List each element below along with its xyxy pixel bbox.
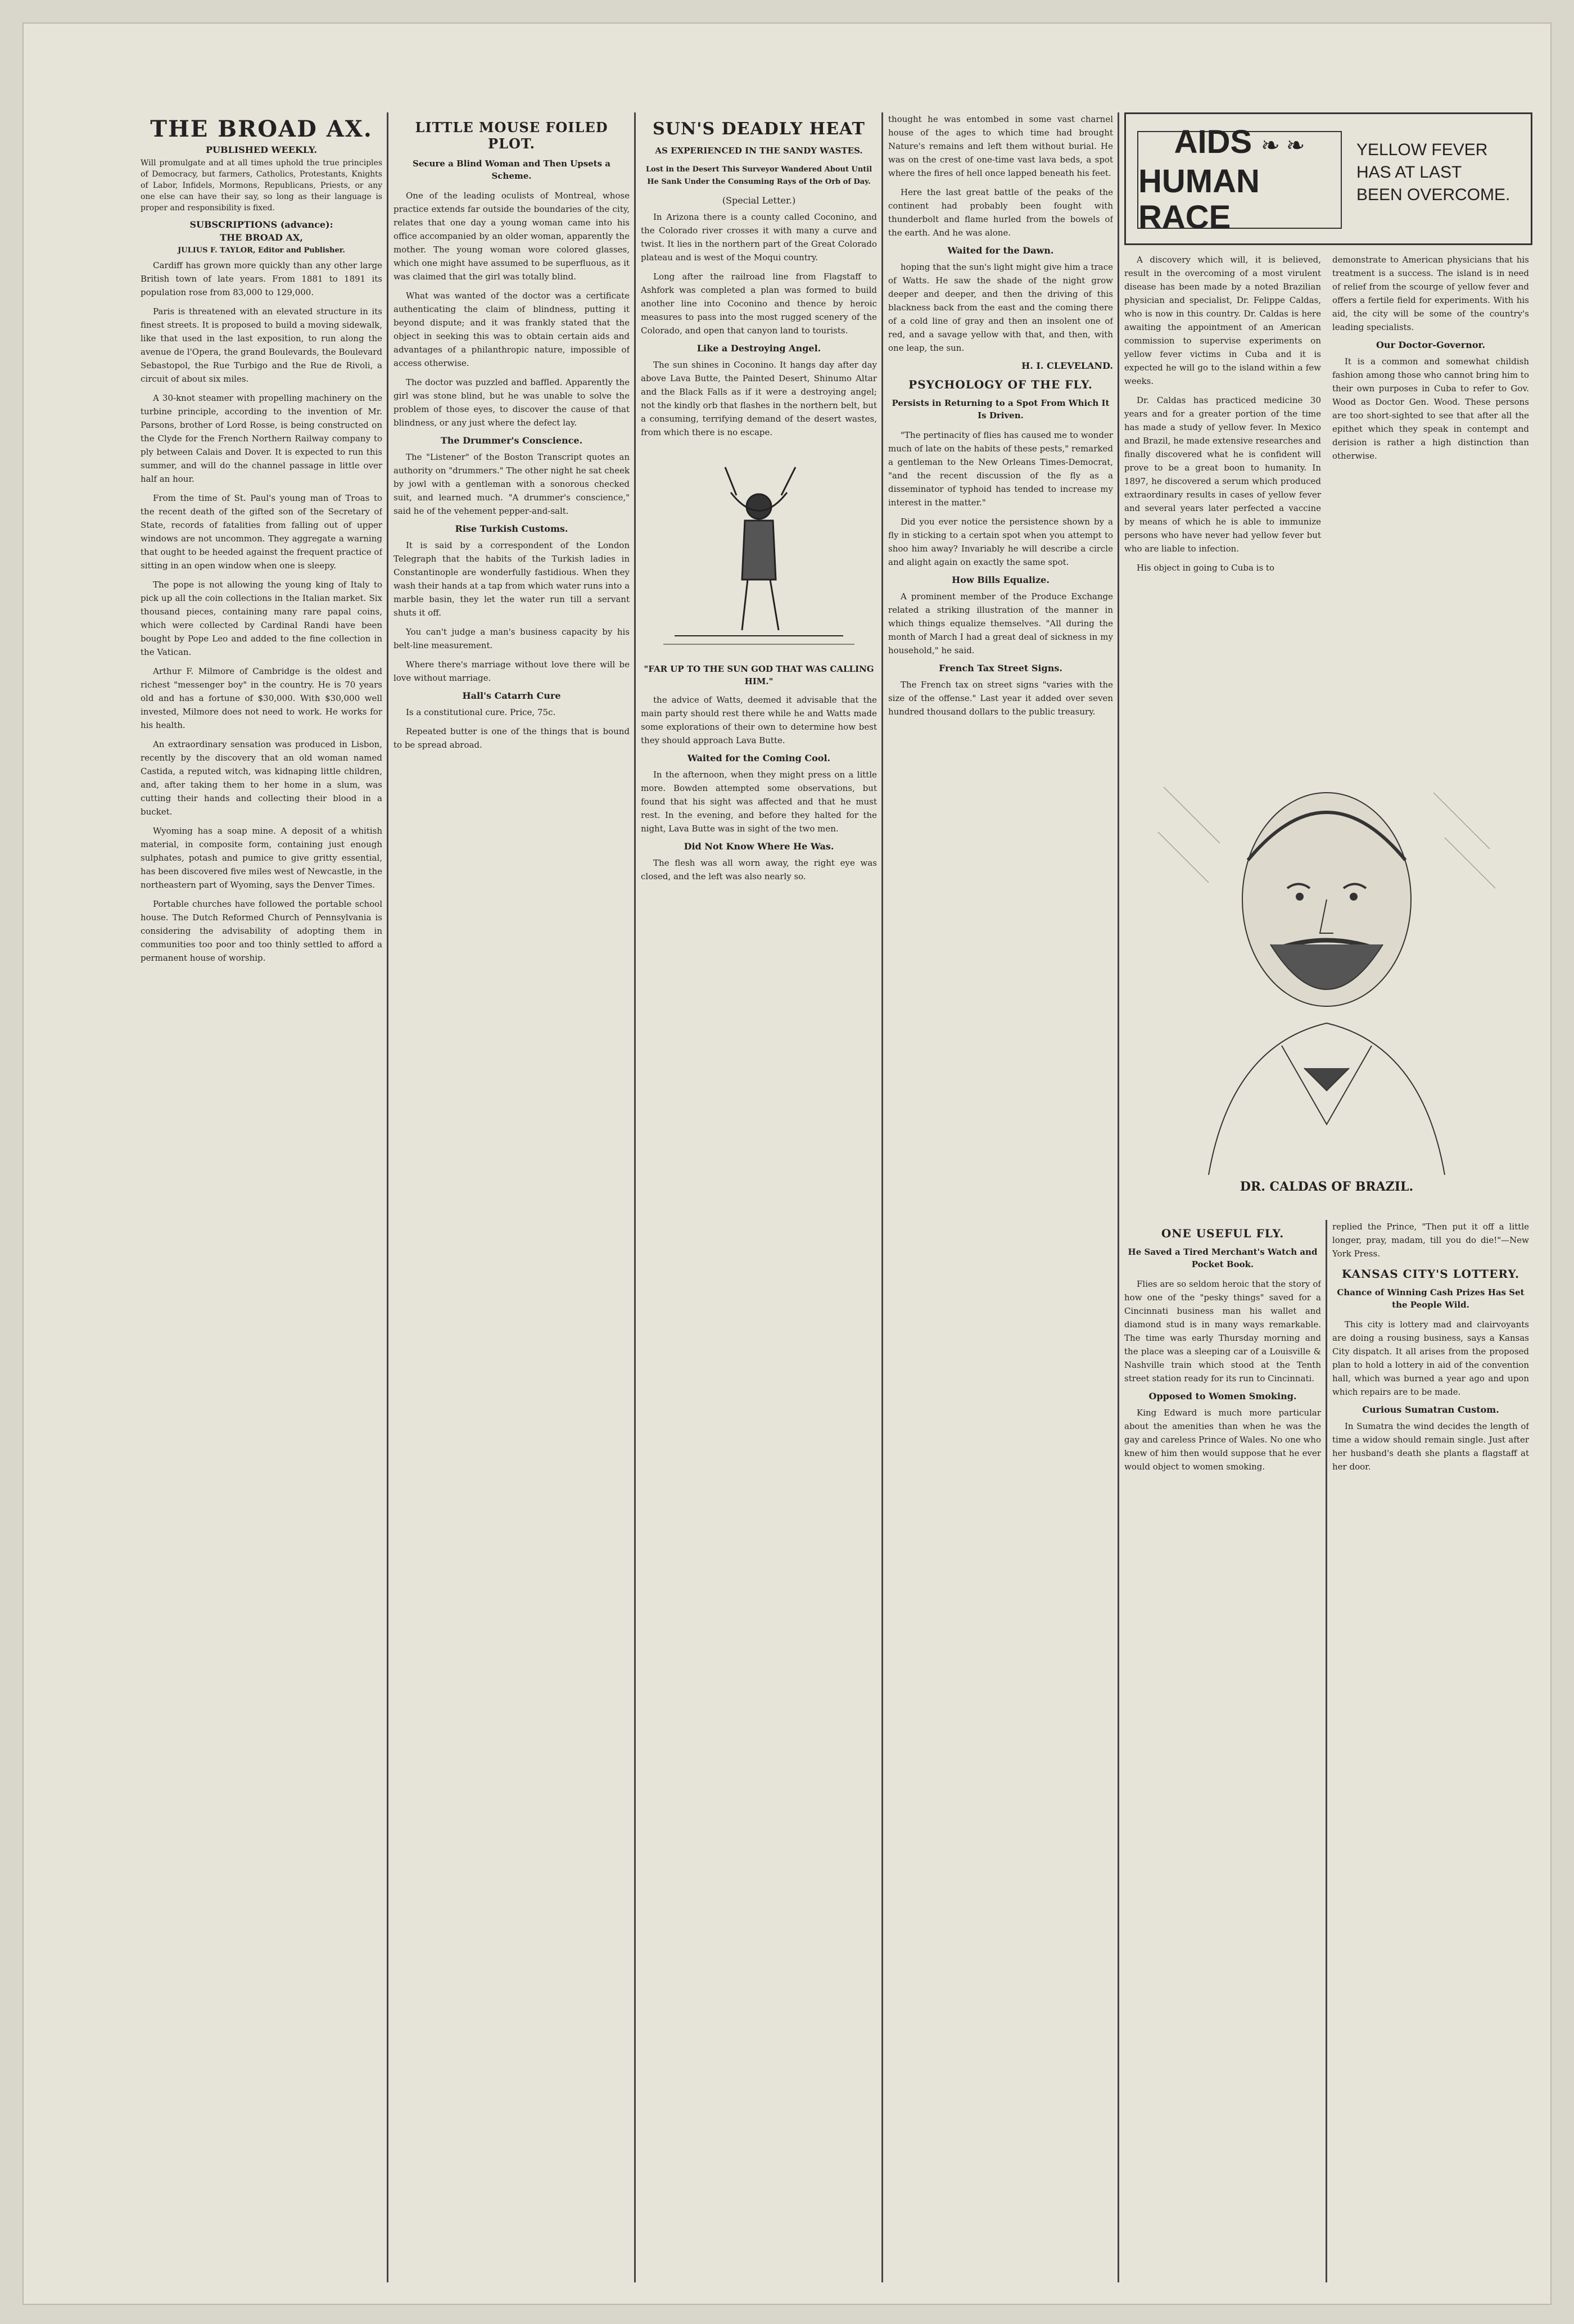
article-paragraph: King Edward is much more particular about the amenities than when he was the gay and careless Prince of Wales. No one who knew of him then would suppose that he ever would object to women smoking. <box>1124 1408 1321 1472</box>
column-5-upper-left <box>1124 253 1321 725</box>
article-paragraph: A 30-knot steamer with propelling machinery on the turbine principle, according to the invention of Mr. Parsons, brother of Lord Rosse, is being constructed on the Clyde for the French Northern Railway company to ply between Calais and Dover. It is expected to run this summer, and will do the channel passage in little over half an hour. <box>141 393 382 484</box>
masthead-title: THE BROAD AX. <box>150 116 373 142</box>
article-kicker: Persists in Returning to a Spot From Which It Is Driven. <box>892 398 1110 421</box>
article-signature: H. I. CLEVELAND. <box>1021 360 1113 371</box>
newspaper-page <box>22 22 1552 2305</box>
article-kicker: Secure a Blind Woman and Then Upsets a Scheme. <box>412 159 610 181</box>
article-paragraph: One of the leading oculists of Montreal, whose practice extends far outside the boundaries of the city, relates that one day a young woman came into his office accompanied by an older woman, apparently the mother. The young woman wore colored glasses, which one might have assumed to be superfluous, as it was claimed that the girl was totally blind. <box>394 191 630 282</box>
article-heading: PSYCHOLOGY OF THE FLY. <box>908 378 1093 391</box>
column-3 <box>641 112 877 2282</box>
article-paragraph: In Arizona there is a county called Coconino, and the Colorado river crosses it with many a curve and twist. It lies in the northern part of the Great Colorado plateau and is west of the Moqui country. <box>641 212 877 263</box>
article-paragraph: Wyoming has a soap mine. A deposit of a whitish material, in composite form, containing just enough sulphates, potash and pumice to give gritty essential, has been discovered five miles west of Newcastle, in the northeastern part of Wyoming, says the Denver Times. <box>141 826 382 890</box>
article-paragraph: "The pertinacity of flies has caused me to wonder much of late on the habits of these pests," remarked a gentleman to the New Orleans Times-Democrat, "and the recent discussion of the fly as a disseminator of typhoid has tended to increase my interest in the matter." <box>888 430 1113 508</box>
headline-line: HAS AT LAST <box>1356 163 1462 182</box>
column-5-upper-right <box>1332 253 1529 725</box>
article-kicker: Lost in the Desert This Surveyor Wandered About Until He Sank Under the Consuming Rays of the Orb of Day. <box>645 165 872 186</box>
article-paragraph: demonstrate to American physicians that his treatment is a success. The island is in need of relief from the scourge of yellow fever and offers a fertile field for experiments. With his aid, the city will be some of the country's leading specialists. <box>1332 255 1529 332</box>
article-paragraph: Dr. Caldas has practiced medicine 30 years and for a greater portion of the time has made a study of yellow fever. In Mexico and Brazil, he made extensive researches and finally discovered what he is confident will prove to be a great boon to humanity. In 1897, he discovered a serum which produced extraordinary results in cases of yellow fever and several years later perfected a vaccine by means of which he is able to immunize persons who have never had yellow fever but who are liable to infection. <box>1124 395 1321 554</box>
column-rule <box>1118 112 1119 2282</box>
article-paragraph: A discovery which will, it is believed, result in the overcoming of a most virulent disease has been made by a noted Brazilian physician and specialist, Dr. Felippe Caldas, who is now in this country. Dr. Caldas is here awaiting the appointment of an American commission to supervise experiments on yellow fever victims in Cuba and it is expected he will go to the island within a few weeks. <box>1124 255 1321 386</box>
article-heading: LITTLE MOUSE FOILED PLOT. <box>415 119 608 152</box>
article-paragraph: A prominent member of the Produce Exchange related a striking illustration of the manner in which things equalize themselves. "All during the month of March I had a great deal of sickness in my household," he said. <box>888 591 1113 655</box>
article-kicker: Chance of Winning Cash Prizes Has Set the People Wild. <box>1337 1287 1525 1310</box>
yellow-fever-headline <box>1356 139 1519 206</box>
section-subheading: Our Doctor-Governor. <box>1376 340 1486 350</box>
article-paragraph: Repeated butter is one of the things that is bound to be spread abroad. <box>394 726 630 750</box>
article-paragraph: The "Listener" of the Boston Transcript quotes an authority on "drummers." The other night he sat cheek by jowl with a gentleman with a sonorous checked suit, and learned much. "A drummer's conscience," said he of the vehement pepper-and-salt. <box>394 452 630 516</box>
article-heading: KANSAS CITY'S LOTTERY. <box>1341 1267 1520 1281</box>
aids-title-word: AIDS <box>1174 124 1252 160</box>
address-line: THE BROAD AX, <box>220 232 303 243</box>
article-paragraph: What was wanted of the doctor was a certificate authenticating the claim of blindness, putting it beyond dispute; and it was frankly stated that the object in seeking this was to obtain certain aids and advantages of a philanthropic nature, impossible of access otherwise. <box>394 291 630 368</box>
article-paragraph: Here the last great battle of the peaks of the continent had probably been fought with thunderbolt and flame hurled from the bowels of the earth. And he was alone. <box>888 187 1113 238</box>
article-paragraph: Where there's marriage without love there will be love without marriage. <box>394 659 630 683</box>
column-2 <box>394 112 630 2282</box>
article-paragraph: Portable churches have followed the portable school house. The Dutch Reformed Church of Pennsylvania is considering the advisability of adopting them in communities too poor and too thinly settled to afford a permanent house of worship. <box>141 899 382 963</box>
column-rule <box>881 112 883 2282</box>
article-paragraph: You can't judge a man's business capacity by his belt-line measurement. <box>394 627 630 650</box>
article-paragraph: It is a common and somewhat childish fashion among those who cannot bring him to their own purposes in Cuba to refer to Gov. Wood as Doctor Gen. Wood. These persons are too short-sighted to see that after all the epithet which they speak in contempt and derision is rather a high distinction than otherwise. <box>1332 356 1529 461</box>
article-paragraph: Arthur F. Milmore of Cambridge is the oldest and richest "messenger boy" in the country. He is 70 years old and has a fortune of $30,000. With $30,000 well invested, Milmore does not need to work. He works for his health. <box>141 666 382 730</box>
masthead-note: Will promulgate and at all times uphold the true principles of Democracy, but farmers, Catholics, Protestants, Knights of Labor, Infidels, Mormons, Republicans, Priests, or any one else can have their say, so long as their language is proper and responsibility is fixed. <box>141 159 382 212</box>
publisher-line: JULIUS F. TAYLOR, Editor and Publisher. <box>178 246 345 255</box>
dateline: (Special Letter.) <box>722 195 796 206</box>
article-paragraph: Is a constitutional cure. Price, 75c. <box>406 707 556 717</box>
article-kicker: He Saved a Tired Merchant's Watch and Pocket Book. <box>1128 1247 1318 1269</box>
article-kicker: AS EXPERIENCED IN THE SANDY WASTES. <box>655 146 863 156</box>
masthead-subtitle: PUBLISHED WEEKLY. <box>206 144 317 155</box>
article-paragraph: The sun shines in Coconino. It hangs day after day above Lava Butte, the Painted Desert, Shinumo Altar and the Black Falls as if it were a destroying angel; not the kindly orb that flashes in the northern belt, but a consuming, terrifying demand of the desert wastes, from which there is no escape. <box>641 360 877 437</box>
subscriptions-label: SUBSCRIPTIONS (advance): <box>189 219 333 230</box>
article-paragraph: Paris is threatened with an elevated structure in its finest streets. It is proposed to build a moving sidewalk, like that used in the last exposition, to run along the avenue de l'Opera, the grand Boulevards, the Boulevard Sebastopol, the Rue Turbigo and the Rue de Rivoli, a circuit of about six miles. <box>141 306 382 384</box>
article-paragraph: The doctor was puzzled and baffled. Apparently the girl was stone blind, but he was unable to solve the problem of those eyes, to discover the cause of that blindness, or any just where the defect lay. <box>394 377 630 428</box>
section-subheading: Hall's Catarrh Cure <box>462 690 561 701</box>
article-paragraph: His object in going to Cuba is to <box>1137 563 1274 573</box>
article-paragraph: An extraordinary sensation was produced in Lisbon, recently by the discovery that an old woman named Castida, a reputed witch, was kidnaping little children, and, after taking them to her home in a slum, was cutting their hands and collecting their blood in a bucket. <box>141 739 382 817</box>
section-subheading: Opposed to Women Smoking. <box>1148 1391 1297 1401</box>
headline-line: YELLOW FEVER <box>1356 141 1488 159</box>
desert-man-illustration <box>641 445 877 658</box>
article-paragraph: hoping that the sun's light might give him a trace of Watts. He saw the shade of the night grow deeper and deeper, and then the driving of this blackness back from the east and the coming there of a cold line of gray and then an insolent one of red, and a savage yellow with that, and then, with one leap, the sun. <box>888 262 1113 353</box>
section-subheading: How Bills Equalize. <box>952 575 1050 585</box>
article-paragraph: replied the Prince, "Then put it off a little longer, pray, madam, till you do die!"—New York Press. <box>1332 1222 1529 1259</box>
headline-line: BEEN OVERCOME. <box>1356 186 1510 204</box>
aids-human-race-banner <box>1124 112 1532 245</box>
article-paragraph: the advice of Watts, deemed it advisable that the main party should rest there while he and Watts made some explorations of their own to determine how best they should approach Lava Butte. <box>641 695 877 745</box>
section-subheading: Waited for the Coming Cool. <box>687 753 831 763</box>
article-paragraph: The pope is not allowing the young king of Italy to pick up all the coin collections in the Italian market. Six thousand pieces, containing many rare papal coins, which were collected by Cardinal Randi have been bought by Pope Leo and added to the fine collection in the Vatican. <box>141 580 382 657</box>
article-heading: SUN'S DEADLY HEAT <box>653 119 865 139</box>
article-paragraph: From the time of St. Paul's young man of Troas to the recent death of the gifted son of the Secretary of State, records of fatalities from falling out of upper windows are not uncommon. They aggregate a warning that ought to be heeded against the frequent practice of sitting in an open window when one is sleepy. <box>141 493 382 571</box>
illustration-caption: "FAR UP TO THE SUN GOD THAT WAS CALLING HIM." <box>644 664 874 686</box>
section-subheading: The Drummer's Conscience. <box>440 435 583 446</box>
article-paragraph: It is said by a correspondent of the London Telegraph that the habits of the Turkish ladies in Constantinople are wonderfully fastidious. When they wash their hands at a tap from which water runs into a marble basin, they let the water run till a servant shuts it off. <box>394 540 630 618</box>
section-subheading: Curious Sumatran Custom. <box>1362 1404 1499 1415</box>
article-paragraph: Long after the railroad line from Flagstaff to Ashfork was completed a plan was formed to build another line into Coconino and thence by heroic measures to pass into the most rugged scenery of the Colorado, and open that canyon land to tourists. <box>641 272 877 336</box>
aids-title-box <box>1137 124 1342 236</box>
article-paragraph: Cardiff has grown more quickly than any other large British town of late years. From 1881 to 1891 its population rose from 83,000 to 129,000. <box>141 260 382 297</box>
column-rule <box>387 112 388 2282</box>
section-subheading: Waited for the Dawn. <box>947 245 1054 256</box>
article-paragraph: Flies are so seldom heroic that the story of how one of the "pesky things" saved for a Cincinnati business man his wallet and diamond stud is in many ways remarkable. The time was early Thursday morning and the place was a sleeping car of a Louisville & Nashville train which stood at the Tenth street station ready for its run to Cincinnati. <box>1124 1279 1321 1383</box>
portrait-caption: DR. CALDAS OF BRAZIL. <box>1240 1179 1414 1194</box>
portrait-engraving <box>1141 731 1512 1175</box>
aids-title-word: HUMAN RACE <box>1138 163 1260 236</box>
article-paragraph: Did you ever notice the persistence shown by a fly in sticking to a certain spot when you attempt to shoo him away? Invariably he will describe a circle and alight again on exactly the same spot. <box>888 517 1113 567</box>
article-heading: ONE USEFUL FLY. <box>1161 1227 1284 1240</box>
column-5-lower-right <box>1332 1220 1529 2282</box>
section-subheading: Rise Turkish Customs. <box>455 523 568 534</box>
article-paragraph: This city is lottery mad and clairvoyants are doing a rousing business, says a Kansas City dispatch. It all arises from the proposed plan to hold a lottery in aid of the convention hall, which was burned a year ago and upon which repairs are to be made. <box>1332 1319 1529 1397</box>
column-1 <box>141 112 382 2282</box>
article-paragraph: In Sumatra the wind decides the length of time a widow should remain single. Just after her husband's death she plants a flagstaff at her door. <box>1332 1421 1529 1472</box>
section-subheading: Did Not Know Where He Was. <box>684 841 834 852</box>
article-paragraph: The French tax on street signs "varies with the size of the offense." Last year it added over seven hundred thousand dollars to the public treasury. <box>888 680 1113 717</box>
ornament-icon: ❧ ❧ <box>1261 133 1305 158</box>
section-subheading: French Tax Street Signs. <box>939 663 1062 673</box>
column-4 <box>888 112 1113 2282</box>
column-rule <box>634 112 636 2282</box>
article-paragraph: thought he was entombed in some vast charnel house of the ages to which time had brought Nature's remains and left them without burial. He was on the crest of one-time vast lava beds, a spot where the fires of hell once lapped beneath his feet. <box>888 114 1113 178</box>
article-paragraph: In the afternoon, when they might press on a little more. Bowden attempted some observations, but found that his sight was affected and that he must rest. In the evening, and before they halted for the night, Lava Butte was in sight of the two men. <box>641 770 877 834</box>
article-paragraph: The flesh was all worn away, the right eye was closed, and the left was also nearly so. <box>641 858 877 881</box>
column-rule <box>1326 1220 1327 2282</box>
section-subheading: Like a Destroying Angel. <box>696 343 821 354</box>
portrait-dr-caldas <box>1141 731 1512 1203</box>
column-5-lower-left <box>1124 1220 1321 2282</box>
